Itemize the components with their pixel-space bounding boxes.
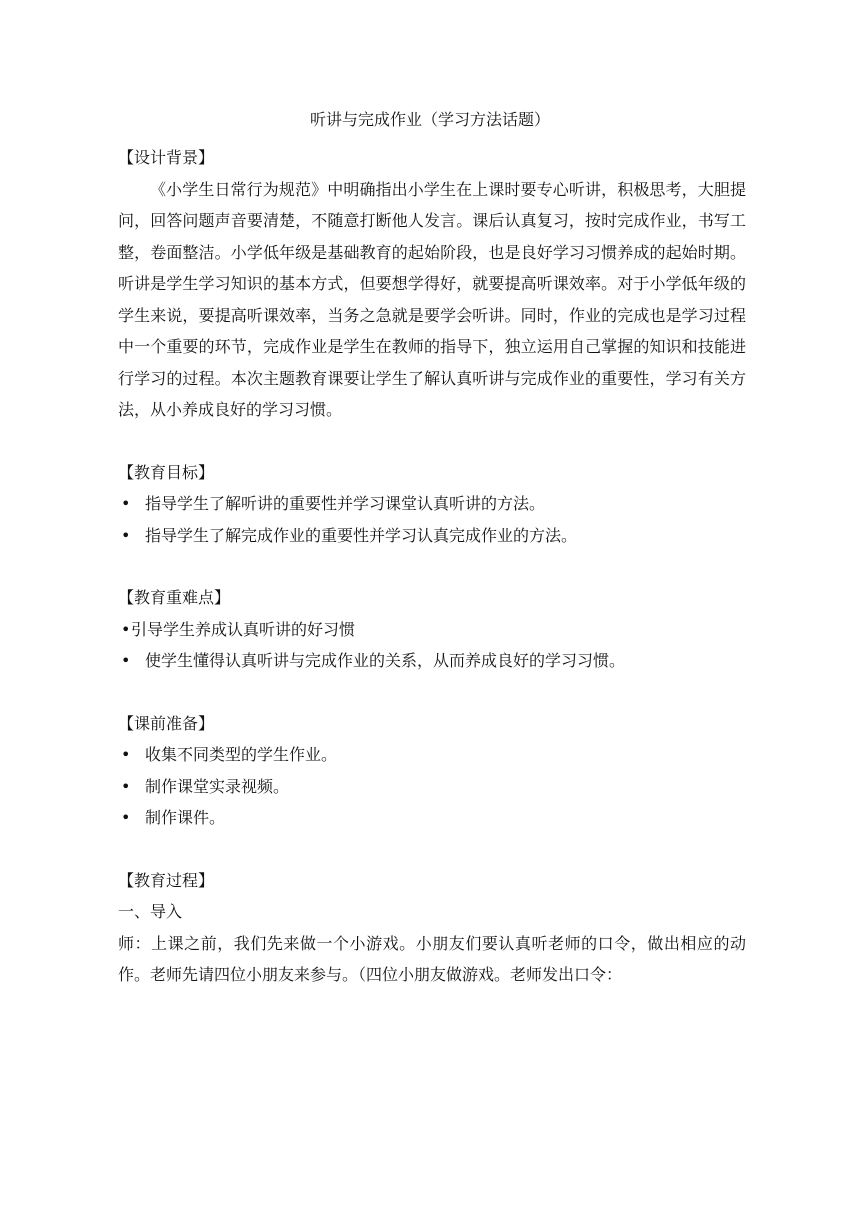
prep-item-1: 收集不同类型的学生作业。 <box>145 745 338 764</box>
process-text: 师：上课之前，我们先来做一个小游戏。小朋友们要认真听老师的口令，做出相应的动作。老师先请四位小朋友来参与。（四位小朋友做游戏。老师发出口令： <box>118 933 746 984</box>
list-item <box>118 802 746 834</box>
bullet-icon: • <box>121 776 131 796</box>
list-item <box>118 614 746 646</box>
document-body <box>118 142 746 991</box>
bullet-icon: • <box>121 745 131 764</box>
section-heading-preparation: 【课前准备】 <box>118 713 215 733</box>
list-item <box>118 488 746 520</box>
prep-item-2: 制作课堂实录视频。 <box>145 776 290 796</box>
bullet-icon: • <box>121 494 131 513</box>
section-heading-process: 【教育过程】 <box>118 870 215 890</box>
bullet-icon: • <box>121 651 131 670</box>
section-heading-key-points: 【教育重难点】 <box>118 588 231 607</box>
bullet-icon: • <box>121 525 131 545</box>
goal-item-1: 指导学生了解听讲的重要性并学习课堂认真听讲的方法。 <box>145 494 546 513</box>
goal-item-2: 指导学生了解完成作业的重要性并学习认真完成作业的方法。 <box>145 525 578 545</box>
list-item <box>118 645 746 677</box>
section-heading-background: 【设计背景】 <box>118 148 215 167</box>
prep-item-3: 制作课件。 <box>145 808 226 827</box>
bullet-icon: • <box>121 619 131 639</box>
list-item <box>118 739 746 771</box>
document-title: 听讲与完成作业（学习方法话题） <box>309 110 550 129</box>
section-heading-goals: 【教育目标】 <box>118 462 215 482</box>
list-item <box>118 771 746 803</box>
background-paragraph: 《小学生日常行为规范》中明确指出小学生在上课时要专心听讲，积极思考，大胆提问，回答问题声音要清楚，不随意打断他人发言。课后认真复习，按时完成作业，书写工整，卷面整洁。小学低年级是基础教育的起始阶段，也是良好学习习惯养成的起始时期。听讲是学生学习知识的基本方式，但要想学得好，就要提高听课效率。对于小学低年级的学生来说，要提高听课效率，当务之急就是要学会听讲。同时，作业的完成也是学习过程中一个重要的环节，完成作业是学生在教师的指导下，独立运用自己掌握的知识和技能进行学习的过程。本次主题教育课要让学生了解认真听讲与完成作业的重要性，学习有关方法，从小养成良好的学习习惯。 <box>118 179 746 419</box>
list-item <box>118 520 746 552</box>
key-point-item-2: 使学生懂得认真听讲与完成作业的关系，从而养成良好的学习习惯。 <box>145 651 626 670</box>
key-point-item-1: 引导学生养成认真听讲的好习惯 <box>131 619 356 639</box>
bullet-icon: • <box>121 808 131 827</box>
process-step-1: 一、导入 <box>118 902 183 921</box>
